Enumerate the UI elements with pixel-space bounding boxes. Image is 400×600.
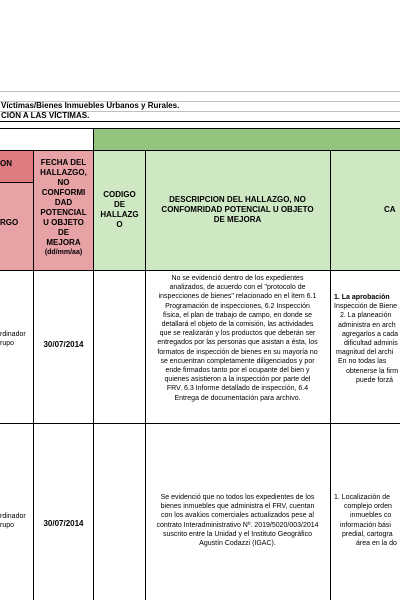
header-fecha-label: FECHA DEL HALLAZGO, NO CONFORMI DAD POTENCIAL U OBJETO DE MEJORA (dd/mm/aa) xyxy=(40,158,87,256)
header-codigo-label: CODIGO DE HALLAZG O xyxy=(100,190,139,229)
header-col-a-bottom-label: RGO xyxy=(0,218,19,227)
row2-fecha: 30/07/2014 xyxy=(43,519,84,528)
header-col-a-top-label: ON xyxy=(0,159,12,168)
title-row-2: Víctimas/Bienes Inmuebles Urbanos y Rurales. xyxy=(1,101,180,110)
row1-fecha: 30/07/2014 xyxy=(43,340,84,349)
row1-responsable: rdinador rupo xyxy=(0,331,26,348)
green-band-row xyxy=(93,128,400,150)
title-row-3: CIÓN A LAS VÍCTIMAS. xyxy=(1,111,90,120)
row2-descripcion: Se evidenció que no todos los expedientes de los bienes inmuebles que administra el FRV, cuentan con los avalúos comerciales actualizados pese al contrato Interadministrativo Nº. 2019/5020/003/2014 suscrito entre la Unidad y el Instituto Geográfico Agustín Codazzi (IGAC). xyxy=(156,494,319,548)
row1-descripcion: No se evidenció dentro de los expedientes analizados, de acuerdo con el "protocolo de inspecciones de bienes" relacionado en el ítem 6.1 Programación de inspecciones, 6.2 Inspección física, el plan de trabajo de campo, en donde se detallará el objeto de la comisión, las actividades que se realizarán y los productos que deberán ser entregados por las personas que asistan a ésta, los formatos de inspección de bienes en su mayoría no se encuentran completamente diligenciados y por ende firmados tanto por el ocupante del bien y quienes asistieron a la inspección por parte del FRV. 6.3 Informe detallado de inspección, 6.4 Entrega de documentación para archivo. xyxy=(157,275,318,402)
header-descripcion-label: DESCRIPCION DEL HALLAZGO, NO CONFOMRIDAD POTENCIAL U OBJETO DE MEJORA xyxy=(161,195,314,224)
row2-responsable: rdinador rupo xyxy=(0,513,26,530)
blank-band-left xyxy=(0,128,93,150)
header-causa-label: CA xyxy=(384,205,396,214)
row2-causa: 1. Localización de complejo orden inmuebles co información bási predial, cartogra área en la do xyxy=(334,494,397,548)
row1-causa: 1. La aprobación Inspección de Biene 2. La planeación administra en arch agregarlos a cada dificultad adminis magnitud del archi En no todas las obtenerse la firm puede forzá xyxy=(334,294,399,384)
